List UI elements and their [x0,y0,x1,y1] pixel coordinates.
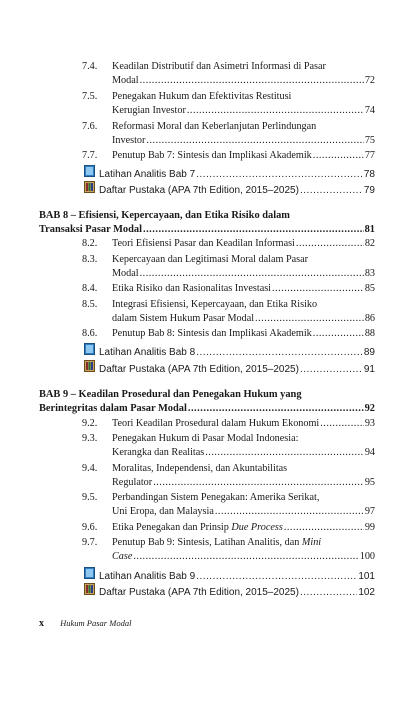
bibliography-label: Daftar Pustaka (APA 7th Edition, 2015–2025) [99,587,299,598]
section-title: Teori Keadilan Prosedural dalam Hukum Ekonomi [112,418,320,429]
section-title: Etika Risiko dan Rasionalitas Investasi [112,283,272,294]
leader-dots [296,237,364,251]
chapter-title: BAB 9 – Keadilan Prosedural dan Penegakan Hukum yang [39,389,302,400]
section-number: 9.7. [82,537,98,548]
book-icon [84,567,95,579]
leader-dots [320,417,364,431]
page-number: 101 [358,571,375,582]
leader-dots [133,550,358,564]
section-title-cont: dalam Sistem Hukum Pasar Modal [112,313,255,324]
toc-chapter-9[interactable] [39,388,375,416]
leader-dots [153,476,364,490]
page-number: 78 [363,169,375,180]
section-number: 9.4. [82,463,98,474]
library-icon [84,181,95,193]
section-title [112,536,375,550]
page-number: 93 [364,418,375,429]
book-icon [84,165,95,177]
page-number: 100 [359,551,375,562]
section-number: 9.3. [82,433,98,444]
section-title: Teori Efisiensi Pasar dan Keadilan Informasi [112,238,295,249]
page-number: 86 [364,313,375,324]
chapter-title-cont: Berintegritas dalam Pasar Modal [39,403,187,414]
toc-bibliography-bab7[interactable] [84,181,375,198]
page-number: 89 [363,347,375,358]
page-number: 99 [364,522,375,533]
section-title-italic: Due Process [231,522,283,533]
page-number: 94 [364,447,375,458]
leader-dots [313,327,364,341]
section-number: 7.4. [82,61,98,72]
page-number: 95 [364,477,375,488]
section-title-text: Penutup Bab 9: Sintesis, Latihan Analitis, dan [112,537,302,548]
leader-dots [196,570,357,584]
chapter-title: BAB 8 – Efisiensi, Kepercayaan, dan Etika Risiko dalam [39,210,290,221]
page-number: 83 [364,268,375,279]
exercise-label: Latihan Analitis Bab 9 [99,571,196,582]
toc-bibliography-bab8[interactable] [84,360,375,377]
section-number: 8.5. [82,299,98,310]
page-number: 97 [364,506,375,517]
bibliography-label: Daftar Pustaka (APA 7th Edition, 2015–2025) [99,364,299,375]
page-number: 79 [363,185,375,196]
page-number: 85 [364,283,375,294]
section-title-cont: Modal [112,268,139,279]
library-icon [84,360,95,372]
section-number: 8.2. [82,238,98,249]
section-title: Penutup Bab 8: Sintesis dan Implikasi Akademik [112,328,312,339]
leader-dots [143,223,364,237]
section-title-cont: Case [112,551,133,562]
page-number: 77 [364,150,375,161]
section-title: Penegakan Hukum di Pasar Modal Indonesia: [112,433,299,444]
exercise-label: Latihan Analitis Bab 8 [99,347,196,358]
page-number: 91 [363,364,375,375]
library-icon [84,583,95,595]
section-number: 7.5. [82,91,98,102]
leader-dots [187,104,364,118]
leader-dots [140,267,364,281]
page-number: 81 [364,224,375,235]
section-number: 9.6. [82,522,98,533]
section-number: 8.6. [82,328,98,339]
leader-dots [300,586,357,600]
leader-dots [196,168,363,182]
exercise-label: Latihan Analitis Bab 7 [99,169,196,180]
section-title: Penegakan Hukum dan Efektivitas Restitusi [112,91,292,102]
section-title: Keadilan Distributif dan Asimetri Informasi di Pasar [112,61,326,72]
section-title: Reformasi Moral dan Keberlanjutan Perlindungan [112,121,317,132]
leader-dots [313,149,364,163]
section-title-text: Etika Penegakan dan Prinsip [112,522,232,533]
leader-dots [300,363,363,377]
section-title-cont: Modal [112,75,139,86]
page-number: 74 [364,105,375,116]
section-number: 9.2. [82,418,98,429]
leader-dots [196,346,363,360]
section-number: 9.5. [82,492,98,503]
page-number: 88 [364,328,375,339]
section-title: Integrasi Efisiensi, Kepercayaan, dan Etika Risiko [112,299,318,310]
page-number: 82 [364,238,375,249]
section-number: 8.4. [82,283,98,294]
page-number: 72 [364,75,375,86]
leader-dots [146,134,363,148]
leader-dots [140,74,364,88]
section-title-cont: Kerangka dan Realitas [112,447,205,458]
toc-exercise-bab9[interactable] [84,567,375,584]
page-footer [39,618,131,629]
toc-chapter-8[interactable] [39,209,375,237]
footer-page-number: x [39,618,44,629]
section-title: Perbandingan Sistem Penegakan: Amerika Serikat, [112,492,320,503]
leader-dots [284,521,364,535]
book-icon [84,343,95,355]
leader-dots [215,505,364,519]
page-number: 92 [364,403,375,414]
running-title: Hukum Pasar Modal [60,618,132,628]
section-title-cont: Regulator [112,477,153,488]
page-number: 102 [358,587,375,598]
section-number: 7.7. [82,150,98,161]
section-title-cont: Investor [112,135,146,146]
section-number: 8.3. [82,254,98,265]
section-title-italic: Mini [301,537,322,548]
toc-bibliography-bab9[interactable] [84,583,375,600]
leader-dots [300,184,363,198]
bibliography-label: Daftar Pustaka (APA 7th Edition, 2015–2025) [99,185,299,196]
leader-dots [255,312,364,326]
section-title: Kepercayaan dan Legitimasi Moral dalam Pasar [112,254,309,265]
section-title: Penutup Bab 7: Sintesis dan Implikasi Akademik [112,150,312,161]
leader-dots [205,446,364,460]
leader-dots [272,282,364,296]
section-number: 7.6. [82,121,98,132]
leader-dots [188,402,364,416]
section-title: Moralitas, Independensi, dan Akuntabilitas [112,463,288,474]
chapter-title-cont: Transaksi Pasar Modal [39,224,142,235]
section-title-cont: Uni Eropa, dan Malaysia [112,506,214,517]
page-number: 75 [364,135,375,146]
toc-exercise-bab7[interactable] [84,165,375,182]
toc-exercise-bab8[interactable] [84,343,375,360]
section-title [112,521,283,535]
section-title-cont: Kerugian Investor [112,105,186,116]
